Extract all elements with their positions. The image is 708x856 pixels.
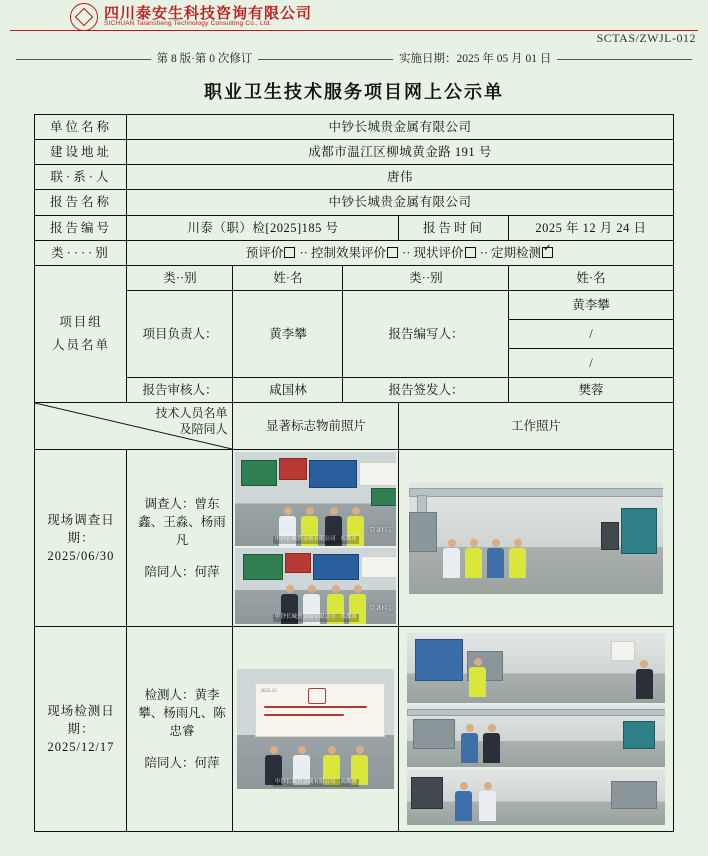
survey-sign-photos [233,450,399,627]
team-col-title-right: 类··别 [343,265,509,290]
detection-work-photo-2 [407,705,664,767]
table-row [35,265,673,290]
report-name-value: 中钞长城贵金属有限公司 [127,190,673,215]
table-row [35,165,673,190]
detection-work-photo-3 [407,769,664,825]
revision-text: 第 8 版·第 0 次修订 [156,53,253,65]
detection-staff-value: 黄李攀、杨雨凡、陈忠睿 [138,687,226,738]
doc-code: SCTAS/ZWJL-012 [596,31,696,45]
team-issuer-label: 报告签发人： [343,377,509,402]
survey-work-photos [399,450,673,627]
survey-work-photo [409,482,662,594]
site-value: 成都市温江区柳城黄金路 191 号 [127,140,673,165]
category-option-periodic[interactable]: 定期检测✓ [491,246,554,260]
report-no-value: 川泰（职）检[2025]185 号 [127,215,399,240]
detection-photo-1 [237,669,394,789]
detection-staff-label: 检测人： [144,687,195,702]
team-col-name-left: 姓·名 [233,265,343,290]
table-row [35,377,673,402]
document-header [0,0,708,30]
table-row [35,140,673,165]
effective-date-text: 实施日期：2025 年 05 月 01 日 [399,53,552,65]
team-col-title-left: 类··别 [127,265,233,290]
survey-date-cell [35,450,127,627]
photo-col-sign-label: 显著标志物前照片 [233,403,399,450]
table-row-detection [35,627,673,832]
survey-photo-1 [235,452,396,546]
report-no-label: 报告编号 [35,215,127,240]
category-option-status[interactable]: 现状评价 [414,246,477,260]
survey-photo-2 [235,548,396,624]
table-row [35,240,673,265]
page-title: 职业卫生技术服务项目网上公示单 [204,82,504,102]
survey-date-label: 现场调查日期： [47,512,115,545]
team-writer-label: 报告编写人： [343,290,509,377]
team-issuer-name: 樊蓉 [509,377,673,402]
survey-photo-1-mark: 显著标志 [369,528,394,535]
detection-photo-1-watermark: 中钞长城贵金属有限公司 · 成都市 [275,779,357,786]
detection-sign-photos [233,627,399,832]
detection-escort-label: 陪同人： [144,756,195,771]
company-name-cn: 四川泰安生科技咨询有限公司 [104,4,313,22]
team-writer-name-1: 黄李攀 [509,290,673,319]
unit-name-value: 中钞长城贵金属有限公司 [127,115,673,140]
report-name-label: 报告名称 [35,190,127,215]
company-name-block [104,6,312,29]
detection-escort-value: 何萍 [194,756,220,771]
report-date-label: 报告时间 [399,215,509,240]
table-row [35,115,673,140]
detection-work-photo-1 [407,633,664,703]
category-label: 类····别 [35,240,127,265]
detection-date-label: 现场检测日期： [47,703,115,736]
detection-banner [255,683,385,737]
team-writer-name-3: / [509,348,673,377]
detection-date-cell [35,627,127,832]
photo-corner-staff-label: 技术人员名单 及陪同人 [155,406,228,436]
survey-escort-value: 何萍 [194,565,220,580]
contact-value: 唐伟 [127,165,673,190]
survey-date-value: 2025/06/30 [47,549,115,564]
report-date-value: 2025 年 12 月 24 日 [509,215,673,240]
team-col-name-right: 姓·名 [509,265,673,290]
survey-escort-label: 陪同人： [144,565,195,580]
team-reviewer-label: 报告审核人： [127,377,233,402]
revision-line [10,50,698,66]
contact-label: 联·系·人 [35,165,127,190]
table-row-survey [35,450,673,627]
survey-staff-value: 曾东鑫、王淼、杨雨凡 [138,496,226,547]
company-name-en: SICHUAN Taiansheng Technology Consulting Co., Ltd. [104,20,272,28]
table-row [35,190,673,215]
detection-work-photos [399,627,673,832]
table-row [35,290,673,319]
team-leader-label: 项目负责人： [127,290,233,377]
doc-code-line [10,32,698,48]
category-option-control[interactable]: 控制效果评价 [311,246,399,260]
survey-staff-label: 调查人： [144,496,195,511]
team-row-label: 项目组 人员名单 [35,265,127,402]
unit-name-label: 单位名称 [35,115,127,140]
photo-corner-cell [35,403,233,450]
site-label: 建设地址 [35,140,127,165]
team-writer-name-2: / [509,319,673,348]
table-row [35,215,673,240]
detection-banner-date: 2025.12 [260,689,277,694]
survey-photo-2-watermark: 中钞长城贵金属有限公司 · 成都市 [275,614,357,621]
detection-date-value: 2025/12/17 [47,740,115,755]
company-logo-icon [70,3,98,31]
category-option-pre[interactable]: 预评价 [246,246,297,260]
category-options: 预评价 ·· 控制效果评价 ·· 现状评价 ·· 定期检测✓ [127,240,673,265]
table-row [35,403,673,450]
survey-photo-2-mark: 显著标志 [369,606,394,613]
public-notice-table [34,114,673,832]
detection-staff-cell [127,627,233,832]
photo-col-work-label: 工作照片 [399,403,673,450]
team-reviewer-name: 咸国林 [233,377,343,402]
header-divider [10,30,698,31]
survey-staff-cell [127,450,233,627]
team-leader-name: 黄李攀 [233,290,343,377]
survey-photo-1-watermark: 中钞长城贵金属有限公司 · 成都市 [275,536,357,543]
